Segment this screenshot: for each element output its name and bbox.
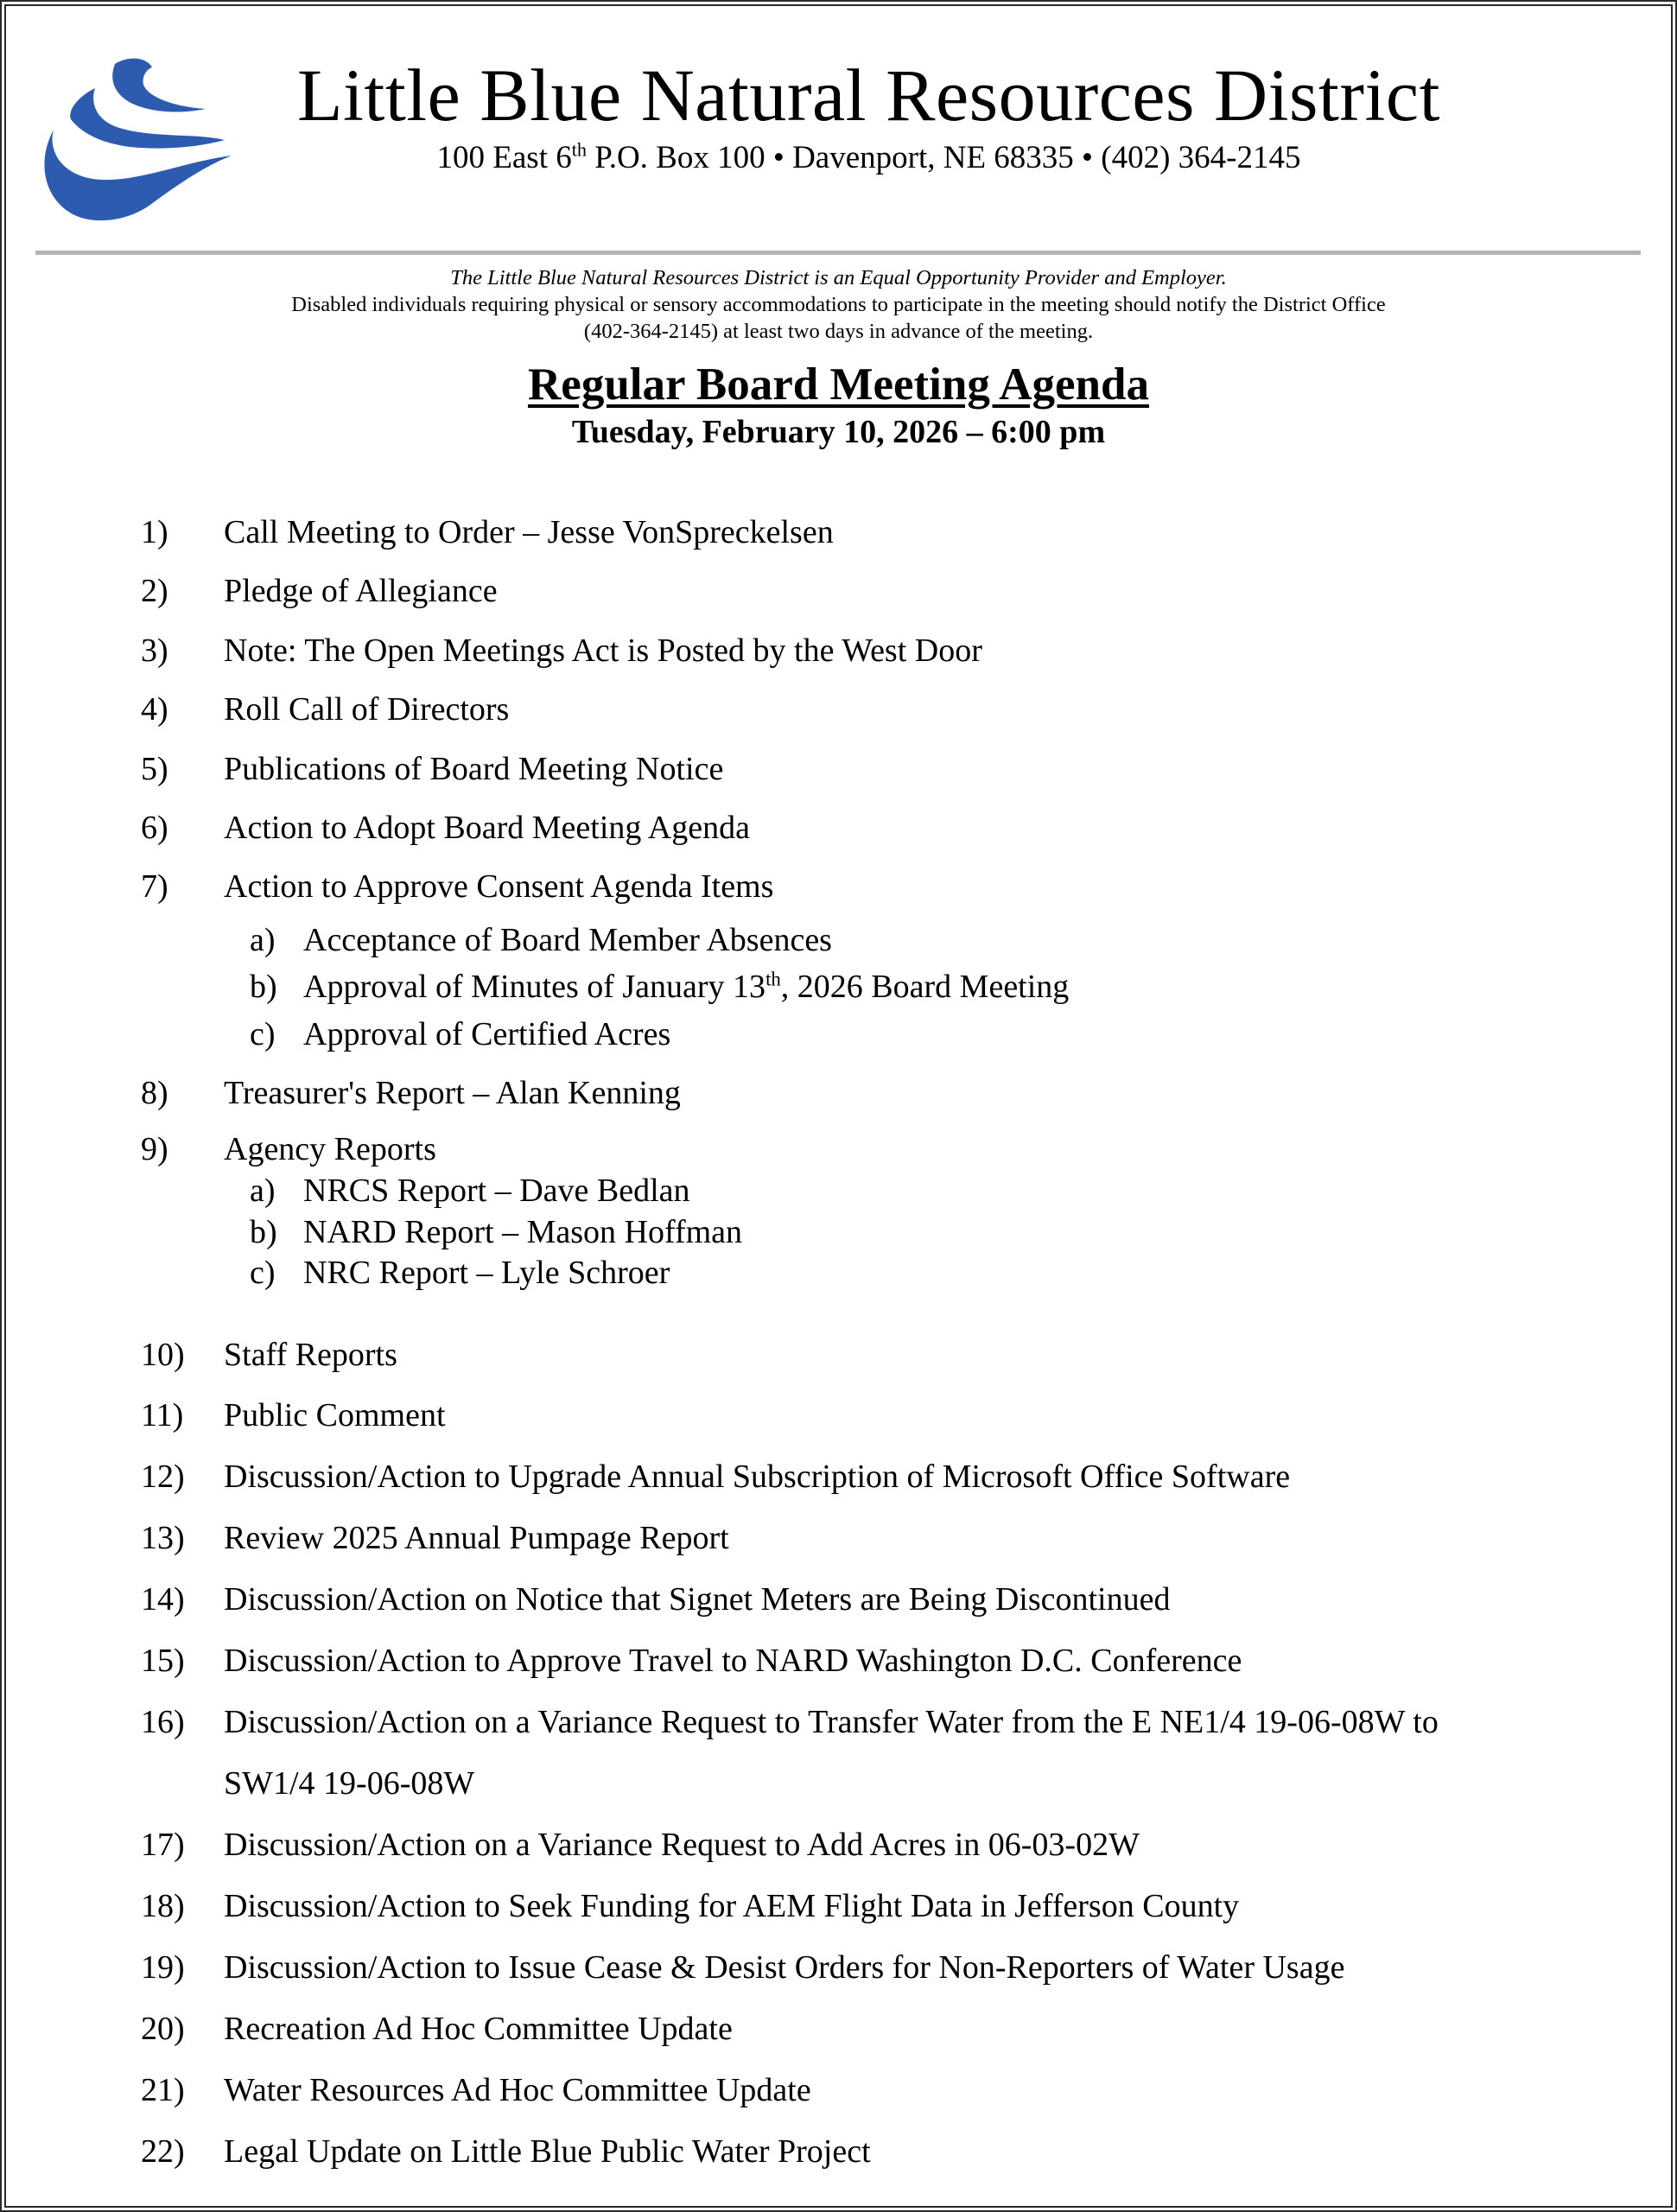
item-text: Action to Approve Consent Agenda Items: [224, 868, 774, 905]
subitem-superscript: th: [765, 968, 781, 990]
meeting-date: Tuesday, February 10, 2026 – 6:00 pm: [571, 414, 1106, 450]
subitem-text: Approval of Certified Acres: [303, 1016, 671, 1052]
item-number: 2): [141, 573, 168, 609]
item-text: Discussion/Action on Notice that Signet Meters are Being Discontinued: [224, 1581, 1171, 1618]
subitem-text: [303, 967, 1069, 1007]
address-street: 100 East 6: [436, 140, 572, 175]
item-text: Discussion/Action on a Variance Request to Add Acres in 06-03-02W: [224, 1827, 1140, 1863]
subitem-letter: a): [250, 1173, 276, 1209]
item-number: 20): [141, 2011, 185, 2047]
address-contact: P.O. Box 100 • Davenport, NE 68335 • (402) 364-2145: [586, 140, 1301, 175]
item-number: 1): [141, 514, 168, 550]
subitem-letter: c): [250, 1016, 276, 1052]
item-number: 5): [141, 751, 168, 787]
subitem-text: NARD Report – Mason Hoffman: [303, 1214, 743, 1250]
item-number: 8): [141, 1075, 168, 1111]
item-text: Note: The Open Meetings Act is Posted by the West Door: [224, 632, 982, 669]
item-number: 11): [141, 1397, 184, 1433]
item-text: Pledge of Allegiance: [224, 573, 498, 609]
subitem-letter: c): [250, 1255, 276, 1291]
item-text: Discussion/Action to Approve Travel to NARD Washington D.C. Conference: [224, 1643, 1242, 1679]
item-text: Water Resources Ad Hoc Committee Update: [224, 2072, 811, 2108]
item-number: 17): [141, 1827, 185, 1863]
item-number: 9): [141, 1131, 168, 1167]
subitem-text-part: , 2026 Board Meeting: [780, 969, 1070, 1005]
item-number: 15): [141, 1643, 185, 1679]
item-text: Discussion/Action on a Variance Request to Transfer Water from the E NE1/4 19-06-08W to: [224, 1704, 1439, 1740]
item-text: Publications of Board Meeting Notice: [224, 751, 724, 787]
item-number: 10): [141, 1337, 185, 1373]
header-divider: [35, 251, 1641, 255]
item-number: 6): [141, 810, 168, 846]
item-number: 4): [141, 691, 168, 728]
item-number: 3): [141, 632, 168, 669]
item-text: Discussion/Action to Issue Cease & Desist Orders for Non-Reporters of Water Usage: [224, 1949, 1345, 1986]
accommodation-notice-line2: (402-364-2145) at least two days in advance of the meeting.: [583, 320, 1094, 343]
item-text: Call Meeting to Order – Jesse VonSpreckelsen: [224, 514, 834, 550]
item-number: 7): [141, 868, 168, 905]
item-number: 14): [141, 1581, 185, 1618]
agenda-title-text: Regular Board Meeting Agenda: [528, 359, 1149, 410]
item-text: Discussion/Action to Upgrade Annual Subscription of Microsoft Office Software: [224, 1459, 1291, 1495]
subitem-text: NRC Report – Lyle Schroer: [303, 1255, 670, 1291]
subitem-text: NRCS Report – Dave Bedlan: [303, 1173, 690, 1209]
item-text-continuation: SW1/4 19-06-08W: [224, 1765, 475, 1802]
item-text: Public Comment: [224, 1397, 446, 1433]
organization-address: [0, 137, 1677, 180]
organization-name: Little Blue Natural Resources District: [297, 54, 1440, 137]
item-text: Recreation Ad Hoc Committee Update: [224, 2011, 733, 2047]
item-number: 21): [141, 2072, 185, 2108]
notice-block: [0, 264, 1677, 345]
item-text: Staff Reports: [224, 1337, 397, 1373]
equal-opportunity-statement: The Little Blue Natural Resources District is an Equal Opportunity Provider and Employer.: [450, 266, 1227, 289]
subitem-text: Acceptance of Board Member Absences: [303, 922, 832, 958]
agenda-title: [0, 357, 1677, 412]
item-number: 22): [141, 2133, 185, 2170]
address-superscript: th: [571, 138, 587, 161]
subitem-letter: a): [250, 922, 276, 958]
item-number: 16): [141, 1704, 185, 1740]
accommodation-notice-line1: Disabled individuals requiring physical or sensory accommodations to participate in the meeting should notify the District Office: [291, 293, 1386, 316]
item-number: 12): [141, 1459, 185, 1495]
item-text: Discussion/Action to Seek Funding for AEM Flight Data in Jefferson County: [224, 1888, 1240, 1924]
item-text: Action to Adopt Board Meeting Agenda: [224, 810, 750, 846]
subitem-letter: b): [250, 1214, 277, 1250]
subitem-letter: b): [250, 969, 277, 1005]
item-text: Roll Call of Directors: [224, 691, 510, 728]
item-number: 18): [141, 1888, 185, 1924]
item-text: Treasurer's Report – Alan Kenning: [224, 1075, 681, 1111]
item-text: Review 2025 Annual Pumpage Report: [224, 1520, 729, 1556]
item-text: Legal Update on Little Blue Public Water Project: [224, 2133, 871, 2170]
subitem-text-part: Approval of Minutes of January 13: [303, 969, 766, 1005]
item-number: 13): [141, 1520, 185, 1556]
item-text: Agency Reports: [224, 1131, 436, 1167]
item-number: 19): [141, 1949, 185, 1986]
